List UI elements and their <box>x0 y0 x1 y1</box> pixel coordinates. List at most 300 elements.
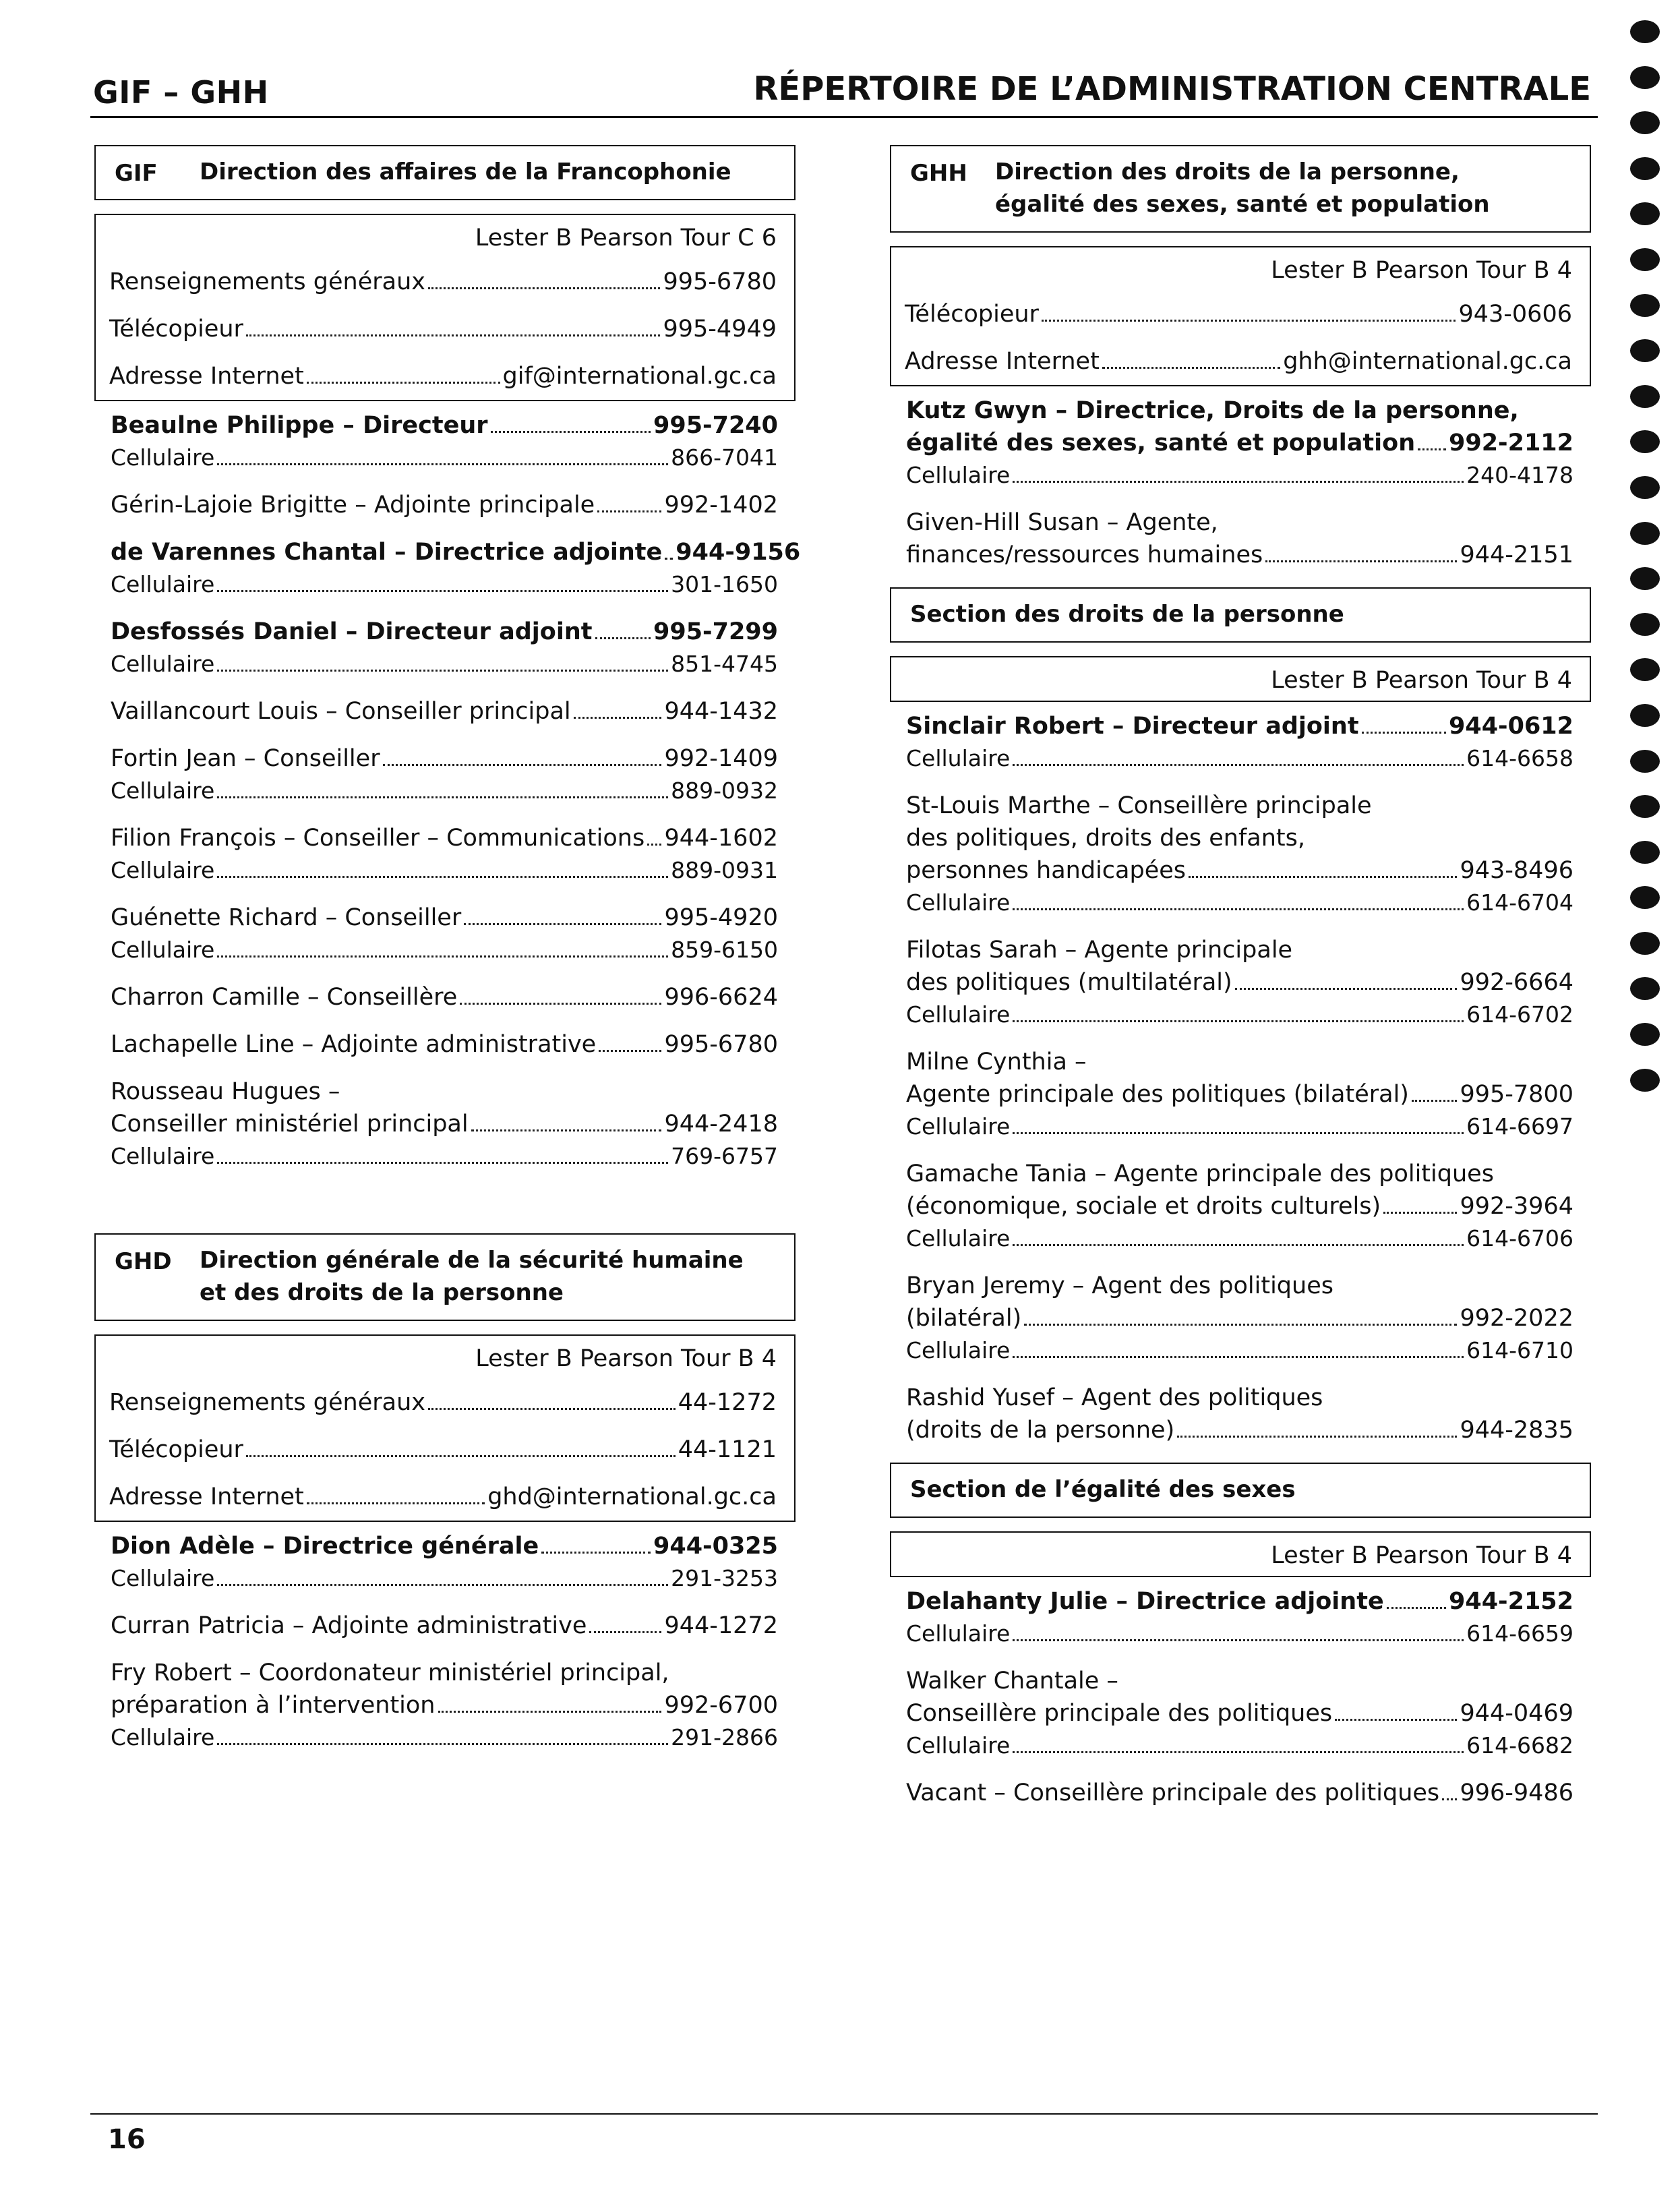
dot-leader <box>1013 1356 1464 1358</box>
line-label: Adresse Internet <box>109 363 304 390</box>
section-title-line: Direction des droits de la personne, <box>995 158 1460 185</box>
line-value: 44-1121 <box>678 1436 777 1463</box>
dot-leader <box>1418 448 1446 450</box>
leader-line <box>111 568 778 601</box>
dot-leader <box>1265 560 1457 562</box>
building-location: Lester B Pearson Tour B 4 <box>1271 257 1572 284</box>
line-label: (bilatéral) <box>906 1305 1022 1332</box>
line-label: Cellulaire <box>111 651 215 677</box>
leader-line <box>111 822 778 854</box>
entry-text: Rashid Yusef – Agent des politiques <box>906 1384 1323 1411</box>
dot-leader <box>1013 764 1464 766</box>
line-label: Desfossés Daniel – Directeur adjoint <box>111 618 593 645</box>
leader-line <box>905 338 1572 385</box>
staff-entry <box>890 1585 1591 1650</box>
staff-entry <box>890 1777 1591 1809</box>
binding-hole <box>1630 977 1660 1000</box>
spacer <box>94 1173 796 1233</box>
line-label: Vacant – Conseillère principale des politiques <box>906 1779 1440 1806</box>
staff-entry <box>890 394 1591 492</box>
line-label: Delahanty Julie – Directrice adjointe <box>906 1588 1384 1615</box>
entry-text: des politiques, droits des enfants, <box>906 825 1305 852</box>
dot-leader <box>217 1584 668 1586</box>
line-value: 995-7800 <box>1460 1081 1573 1108</box>
staff-entry <box>94 1028 796 1061</box>
line-label: Curran Patricia – Adjointe administrative <box>111 1612 587 1639</box>
entry-text: Bryan Jeremy – Agent des politiques <box>906 1272 1333 1299</box>
entry-text: Fry Robert – Coordonateur ministériel principal, <box>111 1659 669 1686</box>
binding-hole <box>1630 111 1660 134</box>
leader-line <box>111 1689 778 1721</box>
line-value: 614-6702 <box>1466 1001 1573 1028</box>
entry-text: Gamache Tania – Agente principale des politiques <box>906 1160 1494 1187</box>
dot-leader <box>471 1129 662 1131</box>
binding-hole <box>1630 932 1660 955</box>
line-label: Sinclair Robert – Directeur adjoint <box>906 713 1359 740</box>
entry-text: Rousseau Hugues – <box>111 1078 340 1105</box>
section-title-line: égalité des sexes, santé et population <box>995 191 1490 218</box>
line-value: 859-6150 <box>671 937 778 963</box>
leader-line <box>109 305 777 353</box>
dot-leader <box>665 558 673 560</box>
staff-entry <box>890 790 1591 919</box>
leader-line <box>905 291 1572 338</box>
leader-line <box>111 536 801 568</box>
line-value: 992-6664 <box>1460 969 1573 996</box>
line-label: Fortin Jean – Conseiller <box>111 745 380 772</box>
leader-line <box>906 427 1573 459</box>
line-label: Télécopieur <box>109 316 243 343</box>
dot-leader <box>428 1408 676 1410</box>
leader-line <box>906 854 1573 887</box>
leader-line <box>109 1379 777 1426</box>
line-label: Renseignements généraux <box>109 268 425 295</box>
line-label: Adresse Internet <box>109 1483 304 1510</box>
dot-leader <box>1024 1324 1457 1326</box>
dot-leader <box>428 287 661 289</box>
section-code: GIF <box>115 160 158 187</box>
section-title-line: Direction générale de la sécurité humaine <box>200 1247 744 1274</box>
line-value: 889-0932 <box>671 777 778 804</box>
dot-leader <box>1387 1607 1446 1609</box>
left-column <box>94 145 801 1754</box>
line-value: 995-6780 <box>664 1031 778 1058</box>
leader-line <box>111 1140 778 1173</box>
leader-line <box>111 1610 778 1642</box>
dot-leader <box>217 1743 668 1745</box>
leader-line <box>111 489 778 521</box>
line-value: 944-2418 <box>664 1111 778 1138</box>
leader-line <box>111 981 778 1013</box>
line-label: Filion François – Conseiller – Communications <box>111 825 645 852</box>
staff-entry <box>890 1158 1591 1255</box>
line-value: 614-6706 <box>1466 1225 1573 1251</box>
dot-leader <box>307 1502 485 1504</box>
general-info <box>891 291 1590 385</box>
building-location: Lester B Pearson Tour B 4 <box>1271 667 1572 694</box>
dot-leader <box>246 1455 676 1457</box>
leader-line <box>111 1530 778 1562</box>
line-value: 943-8496 <box>1460 857 1573 884</box>
binding-hole <box>1630 841 1660 864</box>
staff-entry <box>94 1076 796 1173</box>
staff-entry <box>94 742 796 807</box>
location-box <box>890 656 1591 702</box>
line-label: Cellulaire <box>111 857 215 883</box>
section-ghd <box>94 1233 796 1321</box>
dot-leader <box>1042 320 1456 322</box>
section-title <box>910 598 1344 630</box>
entry-text: Walker Chantale – <box>906 1668 1118 1695</box>
line-label: Cellulaire <box>111 571 215 597</box>
dot-leader <box>438 1711 662 1713</box>
leader-line <box>906 1223 1573 1255</box>
leader-line <box>109 1426 777 1473</box>
line-label: des politiques (multilatéral) <box>906 969 1232 996</box>
line-label: Télécopieur <box>109 1436 243 1463</box>
line-value: 944-2151 <box>1460 541 1573 568</box>
line-label: Guénette Richard – Conseiller <box>111 904 462 931</box>
dot-leader <box>1013 908 1464 910</box>
line-label: Cellulaire <box>906 1732 1011 1759</box>
line-value: ghd@international.gc.ca <box>487 1483 777 1510</box>
section-title <box>910 1473 1296 1506</box>
location-box <box>890 246 1591 386</box>
staff-entry <box>94 536 801 601</box>
dot-leader <box>464 923 661 925</box>
dot-leader <box>1102 367 1280 369</box>
line-label: (économique, sociale et droits culturels) <box>906 1193 1381 1220</box>
leader-line <box>906 710 1573 742</box>
staff-entry <box>94 1657 796 1754</box>
line-value: 992-2022 <box>1460 1305 1573 1332</box>
binding-holes <box>1630 20 1660 1114</box>
entry-text: Filotas Sarah – Agente principale <box>906 937 1293 964</box>
dot-leader <box>217 796 668 798</box>
binding-hole <box>1630 795 1660 818</box>
line-value: 992-1409 <box>664 745 778 772</box>
line-label: (droits de la personne) <box>906 1417 1175 1444</box>
dot-leader <box>589 1631 661 1633</box>
line-value: 614-6697 <box>1466 1113 1573 1140</box>
line-label: Cellulaire <box>111 937 215 963</box>
binding-hole <box>1630 613 1660 636</box>
leader-line <box>906 1697 1573 1730</box>
leader-line <box>111 934 778 966</box>
line-value: 614-6658 <box>1466 745 1573 771</box>
dot-leader <box>541 1552 651 1554</box>
line-value: 995-6780 <box>663 268 777 295</box>
leader-line <box>111 616 778 648</box>
line-value: 614-6682 <box>1466 1732 1573 1759</box>
leader-line <box>906 1414 1573 1446</box>
line-label: Cellulaire <box>906 1225 1011 1251</box>
leader-line <box>111 902 778 934</box>
footer-rule <box>90 2113 1598 2115</box>
binding-hole <box>1630 886 1660 909</box>
header-rule <box>90 116 1598 118</box>
dot-leader <box>574 717 662 719</box>
dot-leader <box>599 1050 661 1052</box>
entry-text: Kutz Gwyn – Directrice, Droits de la personne, <box>906 397 1519 424</box>
line-label: Cellulaire <box>111 444 215 471</box>
leader-line <box>111 742 778 775</box>
line-label: Cellulaire <box>111 1724 215 1750</box>
building-location: Lester B Pearson Tour B 4 <box>1271 1542 1572 1569</box>
dot-leader <box>597 510 661 512</box>
entry-text: Milne Cynthia – <box>906 1049 1087 1076</box>
line-label: égalité des sexes, santé et population <box>906 430 1416 456</box>
dot-leader <box>1189 876 1457 878</box>
staff-entry <box>94 1530 796 1595</box>
binding-hole <box>1630 385 1660 408</box>
binding-hole <box>1630 157 1660 180</box>
section-egalite <box>890 1463 1591 1518</box>
leader-line <box>111 648 778 680</box>
line-value: 240-4178 <box>1466 462 1573 488</box>
section-gif <box>94 145 796 200</box>
section-title <box>200 1244 744 1309</box>
line-value: 866-7041 <box>671 444 778 471</box>
leader-line <box>906 742 1573 775</box>
line-label: Cellulaire <box>906 1113 1011 1140</box>
line-value: 992-6700 <box>664 1692 778 1719</box>
line-value: gif@international.gc.ca <box>502 363 777 390</box>
dot-leader <box>1383 1212 1457 1214</box>
staff-entry <box>94 489 796 521</box>
leader-line <box>111 442 778 474</box>
binding-hole <box>1630 66 1660 89</box>
line-label: Dion Adèle – Directrice générale <box>111 1533 539 1560</box>
dot-leader <box>1013 1751 1464 1753</box>
dot-leader <box>1177 1436 1457 1438</box>
line-value: 944-1602 <box>664 825 778 852</box>
line-label: Cellulaire <box>906 1337 1011 1363</box>
line-value: 995-4920 <box>664 904 778 931</box>
line-label: Télécopieur <box>905 301 1039 328</box>
line-label: Gérin-Lajoie Brigitte – Adjointe principale <box>111 492 595 519</box>
staff-entry <box>890 1382 1591 1446</box>
leader-line <box>906 539 1573 571</box>
line-label: Cellulaire <box>906 462 1011 488</box>
leader-line <box>111 695 778 728</box>
line-label: personnes handicapées <box>906 857 1187 884</box>
line-label: Cellulaire <box>111 1565 215 1591</box>
page-number: 16 <box>108 2124 146 2155</box>
line-value: 614-6659 <box>1466 1620 1573 1647</box>
leader-line <box>906 1111 1573 1143</box>
section-title-line: Section des droits de la personne <box>910 601 1344 628</box>
line-value: 944-9156 <box>676 539 801 566</box>
leader-line <box>109 353 777 400</box>
staff-entry <box>890 710 1591 775</box>
dot-leader <box>460 1003 661 1005</box>
dot-leader <box>1013 1020 1464 1022</box>
leader-line <box>111 1028 778 1061</box>
location-box <box>94 1334 796 1522</box>
staff-entry <box>94 695 796 728</box>
dot-leader <box>1013 1244 1464 1246</box>
line-value: 992-3964 <box>1460 1193 1573 1220</box>
line-label: Cellulaire <box>906 889 1011 916</box>
staff-entry <box>890 934 1591 1031</box>
section-droits <box>890 587 1591 643</box>
staff-entry <box>94 822 796 887</box>
line-value: 995-4949 <box>663 316 777 343</box>
binding-hole <box>1630 339 1660 362</box>
section-title <box>995 156 1490 220</box>
binding-hole <box>1630 750 1660 773</box>
line-label: Cellulaire <box>111 777 215 804</box>
staff-entry <box>94 981 796 1013</box>
section-title-line: Direction des affaires de la Francophonie <box>200 158 731 185</box>
dot-leader <box>1235 988 1458 990</box>
leader-line <box>111 1721 778 1754</box>
leader-line <box>906 966 1573 999</box>
leader-line <box>906 999 1573 1031</box>
section-title <box>200 156 731 188</box>
dot-leader <box>1412 1100 1458 1102</box>
dot-leader <box>217 670 668 672</box>
line-label: Cellulaire <box>906 1620 1011 1647</box>
dot-leader <box>383 764 662 766</box>
binding-hole <box>1630 476 1660 499</box>
staff-entry <box>890 1046 1591 1143</box>
line-value: 992-2112 <box>1449 430 1573 456</box>
building-location: Lester B Pearson Tour C 6 <box>475 225 777 252</box>
line-label: de Varennes Chantal – Directrice adjointe <box>111 539 663 566</box>
binding-hole <box>1630 20 1660 43</box>
line-label: Renseignements généraux <box>109 1389 425 1416</box>
line-value: 291-3253 <box>671 1565 778 1591</box>
dot-leader <box>217 876 668 878</box>
line-value: ghh@international.gc.ca <box>1283 348 1572 375</box>
staff-entry <box>890 506 1591 571</box>
dot-leader <box>647 844 661 846</box>
right-column <box>890 145 1591 1809</box>
entry-text: Given-Hill Susan – Agente, <box>906 509 1218 536</box>
line-value: 944-0325 <box>653 1533 778 1560</box>
leader-line <box>111 1108 778 1140</box>
line-label: Vaillancourt Louis – Conseiller principal <box>111 698 571 725</box>
line-label: Cellulaire <box>906 745 1011 771</box>
dot-leader <box>491 431 651 433</box>
entry-text: St-Louis Marthe – Conseillère principale <box>906 792 1372 819</box>
line-value: 943-0606 <box>1458 301 1572 328</box>
line-value: 44-1272 <box>678 1389 777 1416</box>
binding-hole <box>1630 658 1660 681</box>
line-value: 944-2152 <box>1449 1588 1573 1615</box>
line-value: 996-6624 <box>664 984 778 1011</box>
line-label: Lachapelle Line – Adjointe administrative <box>111 1031 597 1058</box>
leader-line <box>111 854 778 887</box>
leader-line <box>906 1302 1573 1334</box>
binding-hole <box>1630 567 1660 590</box>
line-value: 944-1272 <box>664 1612 778 1639</box>
staff-entry <box>94 1610 796 1642</box>
line-label: Cellulaire <box>111 1143 215 1169</box>
dot-leader <box>217 1162 668 1164</box>
leader-line <box>109 258 777 305</box>
line-label: Conseillère principale des politiques <box>906 1700 1333 1727</box>
section-code: GHH <box>910 160 967 187</box>
line-value: 992-1402 <box>664 492 778 519</box>
line-value: 995-7240 <box>653 412 778 439</box>
leader-line <box>906 1078 1573 1111</box>
leader-line <box>111 775 778 807</box>
line-label: Conseiller ministériel principal <box>111 1111 469 1138</box>
line-value: 944-1432 <box>664 698 778 725</box>
staff-entry <box>890 1270 1591 1367</box>
line-value: 995-7299 <box>653 618 778 645</box>
line-value: 996-9486 <box>1460 1779 1573 1806</box>
binding-hole <box>1630 1069 1660 1092</box>
leader-line <box>111 1562 778 1595</box>
line-value: 291-2866 <box>671 1724 778 1750</box>
line-label: Cellulaire <box>906 1001 1011 1028</box>
dot-leader <box>307 382 500 384</box>
line-value: 944-0469 <box>1460 1700 1573 1727</box>
line-value: 769-6757 <box>671 1143 778 1169</box>
section-title-line: Section de l’égalité des sexes <box>910 1476 1296 1503</box>
dot-leader <box>1442 1798 1457 1800</box>
line-label: Charron Camille – Conseillère <box>111 984 458 1011</box>
dot-leader <box>1013 481 1464 483</box>
leader-line <box>906 459 1573 492</box>
leader-line <box>906 1730 1573 1762</box>
location-box <box>94 214 796 401</box>
binding-hole <box>1630 294 1660 317</box>
staff-entry <box>94 902 796 966</box>
leader-line <box>906 1618 1573 1650</box>
binding-hole <box>1630 1023 1660 1046</box>
line-label: Adresse Internet <box>905 348 1100 375</box>
leader-line <box>906 1334 1573 1367</box>
line-label: finances/ressources humaines <box>906 541 1263 568</box>
leader-line <box>906 1190 1573 1223</box>
line-label: Agente principale des politiques (bilatéral) <box>906 1081 1409 1108</box>
dot-leader <box>595 637 651 639</box>
binding-hole <box>1630 430 1660 453</box>
location-box <box>890 1531 1591 1577</box>
dot-leader <box>1335 1719 1457 1721</box>
binding-hole <box>1630 202 1660 225</box>
line-value: 614-6710 <box>1466 1337 1573 1363</box>
staff-entry <box>890 1665 1591 1762</box>
staff-entry <box>94 409 796 474</box>
header-right-title: RÉPERTOIRE DE L’ADMINISTRATION CENTRALE <box>753 70 1591 108</box>
line-value: 851-4745 <box>671 651 778 677</box>
dot-leader <box>217 955 668 958</box>
line-label: préparation à l’intervention <box>111 1692 436 1719</box>
leader-line <box>111 409 778 442</box>
line-label: Beaulne Philippe – Directeur <box>111 412 488 439</box>
binding-hole <box>1630 522 1660 545</box>
line-value: 944-0612 <box>1449 713 1573 740</box>
general-info <box>96 1379 794 1521</box>
dot-leader <box>217 590 668 592</box>
leader-line <box>109 1473 777 1521</box>
section-ghh <box>890 145 1591 233</box>
dot-leader <box>1013 1639 1464 1641</box>
line-value: 944-2835 <box>1460 1417 1573 1444</box>
leader-line <box>906 887 1573 919</box>
section-code: GHD <box>115 1248 172 1275</box>
binding-hole <box>1630 704 1660 727</box>
header-left-code: GIF – GHH <box>93 74 269 111</box>
staff-entry <box>94 616 796 680</box>
line-value: 889-0931 <box>671 857 778 883</box>
